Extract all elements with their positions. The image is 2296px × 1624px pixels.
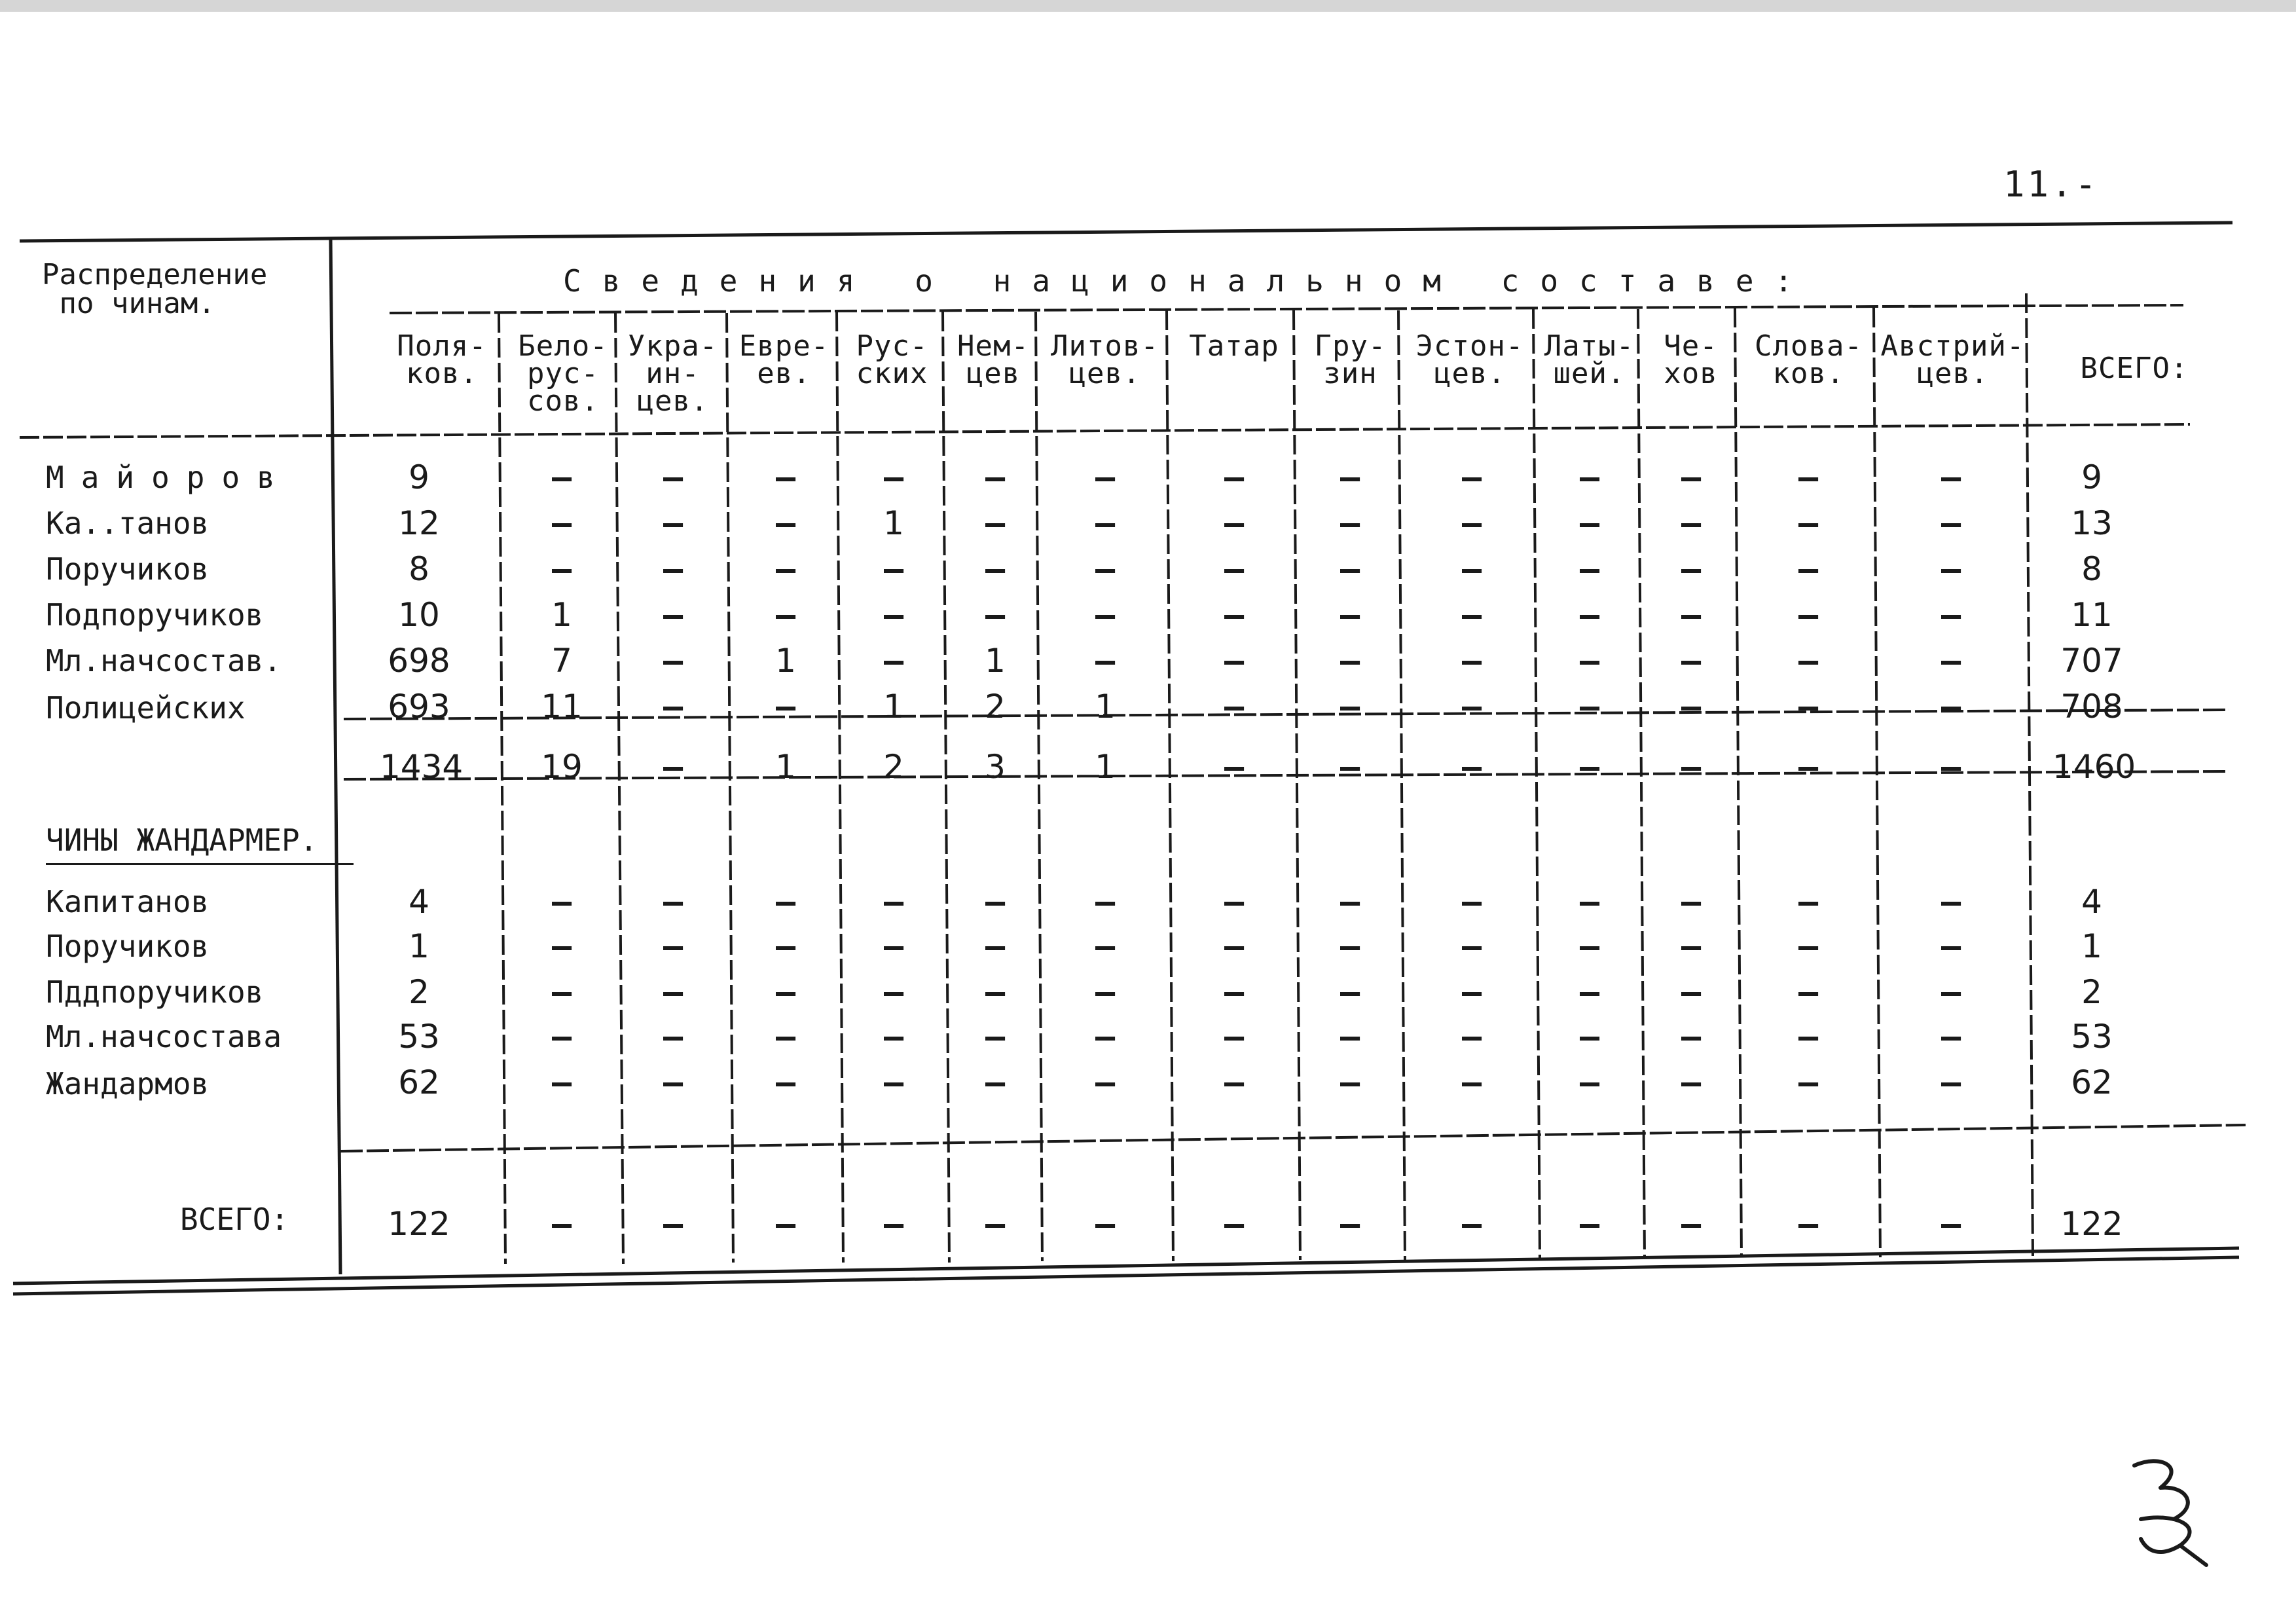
- gendarmes-total-cell-3: –: [775, 1205, 796, 1243]
- gendarmes-row-0-cell-9: –: [1461, 883, 1482, 921]
- officers-row-1-cell-2: –: [663, 504, 683, 542]
- gendarmes-row-0-cell-7: –: [1224, 883, 1245, 921]
- national-composition-title: Сведения о национальном составе:: [563, 263, 1814, 299]
- distribution-by-rank-header: Распределение по чинам.: [42, 258, 268, 320]
- gendarmes-row-1-cell-8: –: [1339, 927, 1360, 965]
- col-header-tatars: Татар: [1189, 329, 1279, 363]
- officers-row-0-cell-5: –: [985, 458, 1006, 496]
- officers-subtotal-cell-5: 3: [985, 748, 1006, 786]
- gendarmes-row-2-cell-5: –: [985, 973, 1006, 1011]
- gendarmes-row-3-cell-13: –: [1941, 1018, 1961, 1056]
- gendarmes-row-3-cell-5: –: [985, 1018, 1006, 1056]
- officers-row-1-cell-9: –: [1461, 504, 1482, 542]
- gendarmes-total-cell-13: –: [1941, 1205, 1961, 1243]
- officers-row-1-total: 13: [2071, 504, 2113, 542]
- officers-row-4-cell-0: 698: [388, 642, 450, 680]
- col-header-belarusians: Бело- рус- сов.: [518, 329, 608, 418]
- gendarmes-total-cell-6: –: [1095, 1205, 1116, 1243]
- col-header-poles: Поля- ков.: [397, 329, 487, 390]
- officers-row-2-cell-5: –: [985, 550, 1006, 588]
- officers-subtotal-cell-12: –: [1798, 748, 1819, 786]
- row-label-policemen: Полицейских: [46, 690, 246, 726]
- officers-subtotal-cell-8: –: [1339, 748, 1360, 786]
- officers-row-5-cell-5: 2: [985, 688, 1006, 726]
- officers-row-0-cell-3: –: [775, 458, 796, 496]
- row-label-captains: Ка..танов: [46, 506, 210, 541]
- officers-row-2-cell-11: –: [1681, 550, 1702, 588]
- officers-row-4-cell-1: 7: [551, 642, 572, 680]
- gendarmes-row-0-cell-13: –: [1941, 883, 1961, 921]
- gendarmes-row-3-cell-1: –: [551, 1018, 572, 1056]
- gendarmes-row-2-cell-11: –: [1681, 973, 1702, 1011]
- gendarmes-row-4-total: 62: [2071, 1063, 2113, 1101]
- officers-row-1-cell-12: –: [1798, 504, 1819, 542]
- officers-row-0-cell-6: –: [1095, 458, 1116, 496]
- officers-row-1-cell-11: –: [1681, 504, 1702, 542]
- gendarmes-row-4-cell-8: –: [1339, 1063, 1360, 1101]
- gendarmes-row-2-cell-4: –: [883, 973, 904, 1011]
- col-header-estonians: Эстон- цев.: [1415, 329, 1524, 390]
- officers-row-0-cell-12: –: [1798, 458, 1819, 496]
- gendarmes-row-0-cell-8: –: [1339, 883, 1360, 921]
- gendarmes-row-2-cell-3: –: [775, 973, 796, 1011]
- gendarmes-row-1-cell-7: –: [1224, 927, 1245, 965]
- gendarmes-row-2-cell-10: –: [1579, 973, 1600, 1011]
- officers-row-3-cell-7: –: [1224, 596, 1245, 634]
- gendarmes-row-4-cell-5: –: [985, 1063, 1006, 1101]
- gendarmes-row-0-cell-12: –: [1798, 883, 1819, 921]
- row-label-gendarme-lieutenants: Поручиков: [46, 929, 210, 964]
- officers-row-5-cell-7: –: [1224, 688, 1245, 726]
- gendarmes-row-4-cell-9: –: [1461, 1063, 1482, 1101]
- gendarmes-row-3-cell-11: –: [1681, 1018, 1702, 1056]
- gendarmes-row-4-cell-2: –: [663, 1063, 683, 1101]
- officers-row-3-cell-6: –: [1095, 596, 1116, 634]
- gendarmes-row-3-cell-6: –: [1095, 1018, 1116, 1056]
- gendarmes-row-0-cell-2: –: [663, 883, 683, 921]
- officers-row-4-total: 707: [2060, 642, 2123, 680]
- officers-row-5-cell-1: 11: [541, 688, 583, 726]
- gendarmerie-section-title: ЧИНЫ ЖАНДАРМЕР.: [46, 822, 318, 858]
- col-header-lithuanians: Литов- цев.: [1051, 329, 1159, 390]
- officers-row-3-cell-3: –: [775, 596, 796, 634]
- col-header-georgians: Гру- зин: [1314, 329, 1387, 390]
- gendarmes-row-2-cell-1: –: [551, 973, 572, 1011]
- row-label-gendarmes: Жандармов: [46, 1066, 210, 1101]
- gendarmes-row-3-cell-7: –: [1224, 1018, 1245, 1056]
- handwritten-page-mark: [2115, 1447, 2219, 1572]
- row-label-gendarme-captains: Капитанов: [46, 884, 210, 919]
- gendarmes-row-1-cell-2: –: [663, 927, 683, 965]
- gendarmes-total-cell-10: –: [1579, 1205, 1600, 1243]
- officers-row-0-cell-10: –: [1579, 458, 1600, 496]
- officers-row-5-cell-10: –: [1579, 688, 1600, 726]
- officers-row-4-cell-9: –: [1461, 642, 1482, 680]
- officers-row-3-total: 11: [2071, 596, 2113, 634]
- officers-row-4-cell-6: –: [1095, 642, 1116, 680]
- officers-row-2-cell-4: –: [883, 550, 904, 588]
- col-header-germans: Нем- цев: [957, 329, 1029, 390]
- row-label-grand-total: ВСЕГО:: [180, 1202, 289, 1237]
- gendarmes-row-4-cell-1: –: [551, 1063, 572, 1101]
- officers-row-1-cell-10: –: [1579, 504, 1600, 542]
- officers-subtotal-cell-1: 19: [541, 748, 583, 786]
- officers-row-2-cell-13: –: [1941, 550, 1961, 588]
- officers-row-2-cell-6: –: [1095, 550, 1116, 588]
- gendarmes-row-1-cell-12: –: [1798, 927, 1819, 965]
- row-label-lieutenants: Поручиков: [46, 551, 210, 587]
- officers-row-5-cell-0: 693: [388, 688, 450, 726]
- gendarmes-row-0-cell-0: 4: [409, 883, 429, 921]
- col-header-total: ВСЕГО:: [2080, 352, 2189, 385]
- officers-row-0-cell-9: –: [1461, 458, 1482, 496]
- gendarmes-row-0-cell-3: –: [775, 883, 796, 921]
- gendarmes-total-cell-9: –: [1461, 1205, 1482, 1243]
- gendarmes-row-0-total: 4: [2081, 883, 2102, 921]
- officers-row-5-total: 708: [2060, 688, 2123, 726]
- officers-row-0-cell-7: –: [1224, 458, 1245, 496]
- gendarmes-row-4-cell-11: –: [1681, 1063, 1702, 1101]
- officers-subtotal-cell-11: –: [1681, 748, 1702, 786]
- gendarmes-row-1-cell-11: –: [1681, 927, 1702, 965]
- gendarmes-row-0-cell-5: –: [985, 883, 1006, 921]
- officers-subtotal-total: 1460: [2052, 748, 2136, 786]
- gendarmes-row-1-cell-5: –: [985, 927, 1006, 965]
- officers-subtotal-cell-10: –: [1579, 748, 1600, 786]
- officers-row-1-cell-7: –: [1224, 504, 1245, 542]
- gendarmes-row-2-cell-6: –: [1095, 973, 1116, 1011]
- officers-row-2-total: 8: [2081, 550, 2102, 588]
- gendarmes-row-0-cell-6: –: [1095, 883, 1116, 921]
- gendarmes-row-1-cell-10: –: [1579, 927, 1600, 965]
- gendarmes-total-cell-0: 122: [388, 1205, 450, 1243]
- officers-row-5-cell-4: 1: [883, 688, 904, 726]
- gendarmes-row-4-cell-6: –: [1095, 1063, 1116, 1101]
- gendarmes-total-cell-5: –: [985, 1205, 1006, 1243]
- gendarmes-row-1-cell-1: –: [551, 927, 572, 965]
- gendarmes-row-4-cell-7: –: [1224, 1063, 1245, 1101]
- gendarmes-total-cell-11: –: [1681, 1205, 1702, 1243]
- gendarmes-total-cell-12: –: [1798, 1205, 1819, 1243]
- gendarmes-total-cell-2: –: [663, 1205, 683, 1243]
- officers-row-3-cell-10: –: [1579, 596, 1600, 634]
- gendarmes-row-3-total: 53: [2071, 1018, 2113, 1056]
- officers-row-4-cell-10: –: [1579, 642, 1600, 680]
- officers-row-1-cell-6: –: [1095, 504, 1116, 542]
- gendarmes-row-1-cell-3: –: [775, 927, 796, 965]
- officers-row-5-cell-11: –: [1681, 688, 1702, 726]
- officers-row-5-cell-13: –: [1941, 688, 1961, 726]
- gendarmes-row-4-cell-10: –: [1579, 1063, 1600, 1101]
- gendarmes-row-4-cell-13: –: [1941, 1063, 1961, 1101]
- row-label-majors: Майоров: [46, 460, 292, 495]
- officers-row-0-cell-4: –: [883, 458, 904, 496]
- gendarmes-row-2-cell-2: –: [663, 973, 683, 1011]
- officers-subtotal-cell-2: –: [663, 748, 683, 786]
- officers-row-3-cell-0: 10: [398, 596, 440, 634]
- gendarmes-total-cell-8: –: [1339, 1205, 1360, 1243]
- officers-row-2-cell-10: –: [1579, 550, 1600, 588]
- officers-subtotal-cell-13: –: [1941, 748, 1961, 786]
- officers-row-3-cell-4: –: [883, 596, 904, 634]
- gendarmes-row-3-cell-9: –: [1461, 1018, 1482, 1056]
- officers-row-5-cell-2: –: [663, 688, 683, 726]
- gendarmes-row-3-cell-10: –: [1579, 1018, 1600, 1056]
- officers-subtotal-cell-0: 1434: [380, 748, 464, 786]
- officers-row-5-cell-8: –: [1339, 688, 1360, 726]
- officers-row-0-cell-1: –: [551, 458, 572, 496]
- gendarmes-row-2-cell-8: –: [1339, 973, 1360, 1011]
- gendarmes-row-1-cell-9: –: [1461, 927, 1482, 965]
- officers-subtotal-cell-7: –: [1224, 748, 1245, 786]
- officers-row-3-cell-9: –: [1461, 596, 1482, 634]
- gendarmes-total-cell-1: –: [551, 1205, 572, 1243]
- officers-row-1-cell-1: –: [551, 504, 572, 542]
- officers-row-0-total: 9: [2081, 458, 2102, 496]
- officers-row-3-cell-1: 1: [551, 596, 572, 634]
- officers-row-2-cell-7: –: [1224, 550, 1245, 588]
- officers-row-3-cell-12: –: [1798, 596, 1819, 634]
- col-header-slovaks: Слова- ков.: [1755, 329, 1863, 390]
- officers-row-5-cell-3: –: [775, 688, 796, 726]
- officers-row-0-cell-8: –: [1339, 458, 1360, 496]
- officers-row-4-cell-8: –: [1339, 642, 1360, 680]
- officers-row-0-cell-0: 9: [409, 458, 429, 496]
- officers-row-1-cell-0: 12: [398, 504, 440, 542]
- gendarmes-row-2-cell-12: –: [1798, 973, 1819, 1011]
- gendarmes-row-2-cell-13: –: [1941, 973, 1961, 1011]
- officers-row-2-cell-2: –: [663, 550, 683, 588]
- gendarmes-row-0-cell-1: –: [551, 883, 572, 921]
- officers-row-4-cell-12: –: [1798, 642, 1819, 680]
- gendarmes-row-2-cell-7: –: [1224, 973, 1245, 1011]
- gendarmes-total-cell-4: –: [883, 1205, 904, 1243]
- officers-row-3-cell-5: –: [985, 596, 1006, 634]
- gendarmes-row-4-cell-12: –: [1798, 1063, 1819, 1101]
- officers-row-2-cell-12: –: [1798, 550, 1819, 588]
- officers-row-5-cell-12: –: [1798, 688, 1819, 726]
- row-label-gendarme-junior-command: Мл.начсостава: [46, 1019, 282, 1054]
- officers-subtotal-cell-3: 1: [775, 748, 796, 786]
- gendarmes-row-2-cell-9: –: [1461, 973, 1482, 1011]
- gendarmes-row-3-cell-2: –: [663, 1018, 683, 1056]
- officers-row-3-cell-8: –: [1339, 596, 1360, 634]
- officers-row-1-cell-8: –: [1339, 504, 1360, 542]
- gendarmes-row-1-cell-13: –: [1941, 927, 1961, 965]
- gendarmes-row-1-cell-6: –: [1095, 927, 1116, 965]
- gendarmes-total-total: 122: [2060, 1205, 2123, 1243]
- gendarmes-row-1-cell-0: 1: [409, 927, 429, 965]
- col-header-ukrainians: Укра- ин- цев.: [627, 329, 718, 418]
- gendarmes-row-0-cell-10: –: [1579, 883, 1600, 921]
- officers-subtotal-cell-9: –: [1461, 748, 1482, 786]
- row-label-second-lieutenants: Подпоручиков: [46, 597, 264, 633]
- gendarmes-row-3-cell-4: –: [883, 1018, 904, 1056]
- officers-row-1-cell-3: –: [775, 504, 796, 542]
- officers-row-4-cell-11: –: [1681, 642, 1702, 680]
- officers-row-4-cell-2: –: [663, 642, 683, 680]
- col-header-russians: Рус- ских: [856, 329, 928, 390]
- col-header-jews: Евре- ев.: [738, 329, 829, 390]
- officers-row-0-cell-11: –: [1681, 458, 1702, 496]
- officers-row-2-cell-3: –: [775, 550, 796, 588]
- gendarmes-row-1-total: 1: [2081, 927, 2102, 965]
- officers-subtotal-cell-6: 1: [1095, 748, 1116, 786]
- officers-row-3-cell-2: –: [663, 596, 683, 634]
- gendarmes-row-1-cell-4: –: [883, 927, 904, 965]
- officers-row-1-cell-4: 1: [883, 504, 904, 542]
- officers-row-5-cell-6: 1: [1095, 688, 1116, 726]
- officers-row-2-cell-9: –: [1461, 550, 1482, 588]
- officers-row-3-cell-13: –: [1941, 596, 1961, 634]
- gendarmes-row-0-cell-11: –: [1681, 883, 1702, 921]
- row-label-junior-command: Мл.начсостав.: [46, 643, 282, 678]
- officers-row-1-cell-13: –: [1941, 504, 1961, 542]
- col-header-czechs: Че- хов: [1664, 329, 1718, 390]
- gendarmes-row-2-cell-0: 2: [409, 973, 429, 1011]
- gendarmes-row-4-cell-0: 62: [398, 1063, 440, 1101]
- officers-row-2-cell-8: –: [1339, 550, 1360, 588]
- officers-row-3-cell-11: –: [1681, 596, 1702, 634]
- gendarmes-row-3-cell-12: –: [1798, 1018, 1819, 1056]
- gendarmes-row-2-total: 2: [2081, 973, 2102, 1011]
- col-header-austrians: Австрий- цев.: [1880, 329, 2025, 390]
- gendarmes-row-4-cell-4: –: [883, 1063, 904, 1101]
- officers-row-4-cell-13: –: [1941, 642, 1961, 680]
- officers-row-0-cell-13: –: [1941, 458, 1961, 496]
- col-header-latvians: Латы- шей.: [1544, 329, 1635, 390]
- officers-row-0-cell-2: –: [663, 458, 683, 496]
- section-title-underline: [46, 863, 354, 865]
- row-label-gendarme-second-lieutenants: Пддпоручиков: [46, 974, 264, 1010]
- gendarmes-row-3-cell-8: –: [1339, 1018, 1360, 1056]
- page-number: 11.-: [2003, 164, 2100, 205]
- officers-row-4-cell-5: 1: [985, 642, 1006, 680]
- officers-row-1-cell-5: –: [985, 504, 1006, 542]
- gendarmes-row-3-cell-3: –: [775, 1018, 796, 1056]
- gendarmes-total-cell-7: –: [1224, 1205, 1245, 1243]
- officers-row-2-cell-0: 8: [409, 550, 429, 588]
- officers-row-4-cell-7: –: [1224, 642, 1245, 680]
- gendarmes-row-4-cell-3: –: [775, 1063, 796, 1101]
- officers-subtotal-cell-4: 2: [883, 748, 904, 786]
- gendarmes-row-3-cell-0: 53: [398, 1018, 440, 1056]
- officers-row-4-cell-3: 1: [775, 642, 796, 680]
- officers-row-4-cell-4: –: [883, 642, 904, 680]
- gendarmes-row-0-cell-4: –: [883, 883, 904, 921]
- officers-row-2-cell-1: –: [551, 550, 572, 588]
- officers-row-5-cell-9: –: [1461, 688, 1482, 726]
